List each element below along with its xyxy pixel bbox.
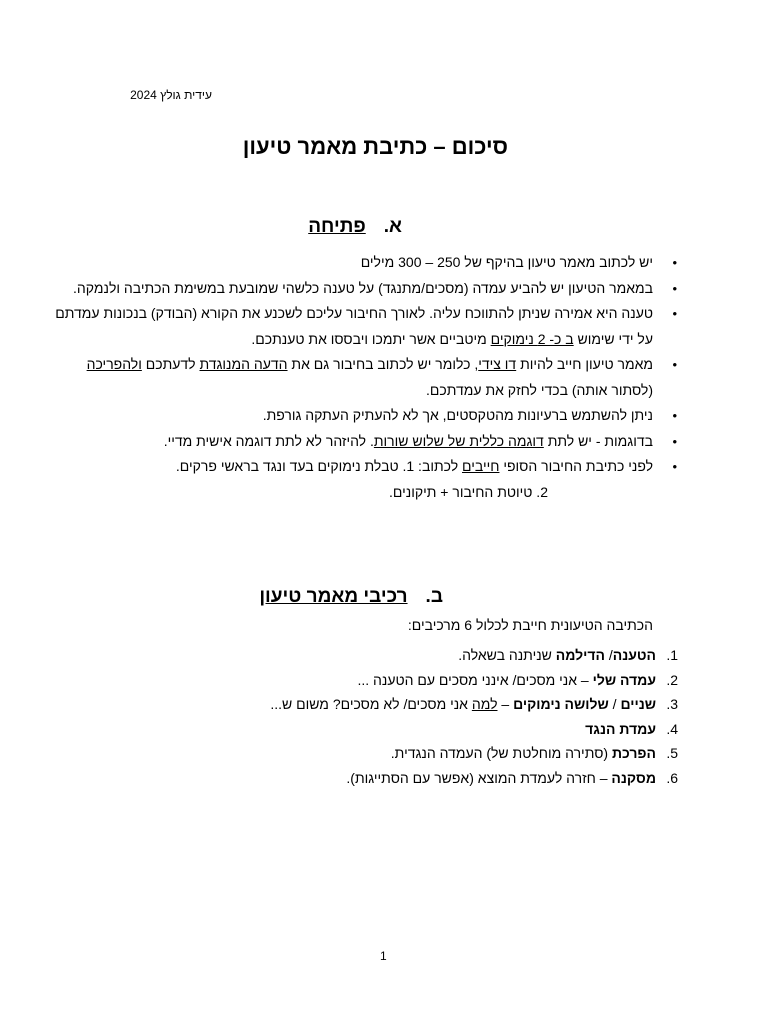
page-number: 1 (380, 949, 387, 963)
component-item-6 (96, 766, 678, 791)
bullet-item-5 (53, 403, 653, 429)
bullet-text: ניתן להשתמש ברעיונות מהטקסטים, אך לא להעתיק העתקה גורפת. (262, 407, 653, 423)
underlined-phrase: הדעה המנוגדת (199, 356, 288, 372)
bullet-text: במאמר הטיעון יש להביע עמדה (מסכים/מתנגד) על טענה כלשהי שמובעת במשימת הכתיבה ולנמקה. (73, 279, 653, 296)
component-item-1 (96, 643, 678, 668)
bold-term: עמדה שלי (592, 671, 656, 688)
bullet-item-4 (53, 352, 653, 403)
item-number: 3. (666, 696, 678, 712)
item-text: / (608, 696, 621, 712)
bullet-subline: 2. טיוטת החיבור + תיקונים. (389, 483, 548, 500)
section-b-intro: הכתיבה הטיעונית חייבת לכלול 6 מרכיבים: (407, 617, 653, 633)
section-a-title: פתיחה (308, 216, 366, 237)
bullet-text: (לסתור אותה) בכדי לחזק את עמדתכם. (426, 381, 653, 398)
item-number: 2. (666, 671, 678, 688)
item-text: אני מסכים/ לא מסכים? משום ש... (270, 696, 472, 712)
underlined-phrase: דוגמה כללית של שלוש שורות (373, 432, 544, 449)
bullet-item-1 (53, 250, 653, 276)
item-text: שניתנה בשאלה. (458, 647, 556, 663)
item-number: 4. (666, 720, 678, 737)
bullet-item-7 (53, 454, 653, 505)
components-list (96, 643, 678, 790)
section-a-letter: א. (383, 216, 402, 237)
underlined-phrase: ולהפריכה (86, 356, 142, 372)
bullet-item-3 (53, 301, 653, 352)
bold-term: הדילמה (555, 647, 605, 663)
bullet-text: מאמר טיעון חייב להיות (516, 356, 653, 372)
bullet-text: לדעתכם (141, 356, 200, 372)
section-b-title: רכיבי מאמר טיעון (259, 586, 408, 607)
bullet-item-2 (53, 276, 653, 302)
item-number: 5. (666, 745, 678, 761)
bold-term: הפרכת (611, 745, 656, 761)
underlined-phrase: ב כ- 2 נימוקים (490, 330, 574, 347)
bullet-text: טענה היא אמירה שניתן להתווכח עליה. לאורך החיבור עליכם לשכנע את הקורא (הבודק) בנכונות עמדתם על ידי שימוש (55, 305, 653, 347)
section-a-bullet-list (53, 250, 653, 505)
underlined-phrase: חייבים (462, 458, 500, 474)
item-number: 6. (666, 769, 678, 786)
section-b-letter: ב. (425, 586, 443, 607)
bold-term: עמדת הנגד (585, 720, 656, 737)
item-text: – (497, 696, 514, 712)
section-b-heading (259, 586, 443, 608)
item-number: 1. (666, 647, 678, 663)
item-text: – חזרה לעמדת המוצא (אפשר עם הסתייגות). (346, 769, 612, 786)
page-title: סיכום – כתיבת מאמר טיעון (242, 134, 508, 159)
bullet-text: מיטביים אשר יתמכו ויבססו את טענתכם. (251, 330, 491, 347)
underlined-phrase: דו צידי (478, 356, 517, 372)
bold-term: שלושה נימוקים (513, 696, 609, 712)
section-a-heading (308, 216, 402, 238)
bold-term: מסקנה (611, 769, 656, 786)
item-text: / (604, 647, 613, 663)
bullet-text: . להיזהר לא לתת דוגמה אישית מדיי. (163, 432, 374, 449)
component-item-2 (96, 668, 678, 693)
bullet-text: בדוגמות - יש לתת (543, 432, 653, 449)
bullet-text: יש לכתוב מאמר טיעון בהיקף של 250 – 300 מילים (360, 254, 653, 270)
bullet-text: לכתוב: 1. טבלת נימוקים בעד ונגד בראשי פרקים. (175, 458, 463, 474)
component-item-3 (96, 692, 678, 717)
underlined-phrase: למה (471, 696, 498, 712)
bullet-item-6 (53, 429, 653, 455)
bullet-text: , כלומר יש לכתוב בחיבור גם את (287, 356, 479, 372)
component-item-4 (96, 717, 678, 742)
item-text: (סתירה מוחלטת של) העמדה הנגדית. (390, 745, 612, 761)
item-text: – אני מסכים/ אינני מסכים עם הטענה ... (357, 671, 593, 688)
bullet-text: לפני כתיבת החיבור הסופי (499, 458, 653, 474)
bold-term: הטענה (612, 647, 656, 663)
author-line: עידית גולץ 2024 (130, 88, 212, 102)
component-item-5 (96, 741, 678, 766)
bold-term: שניים (620, 696, 656, 712)
